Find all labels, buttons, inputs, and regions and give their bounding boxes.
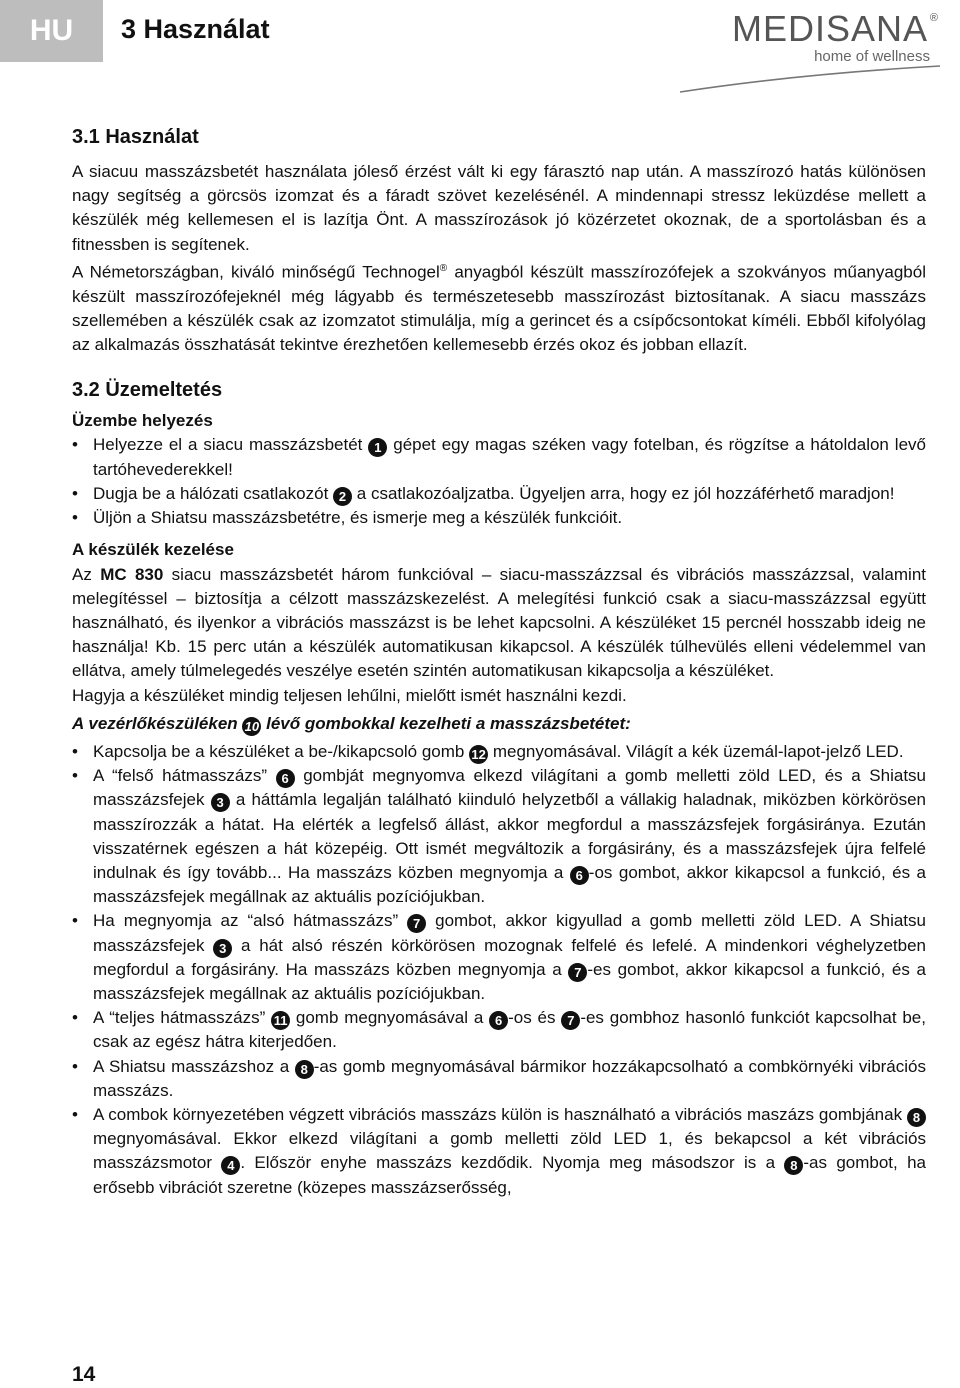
list-item (72, 909, 926, 1006)
list-item (72, 433, 926, 481)
controller-subheading (72, 712, 926, 736)
callout-number-icon: 4 (221, 1156, 240, 1175)
language-code: HU (29, 14, 74, 47)
callout-number-icon: 2 (333, 487, 352, 506)
callout-number-icon: 6 (489, 1011, 508, 1030)
technogel-paragraph (72, 257, 926, 357)
callout-number-icon: 7 (407, 914, 426, 933)
text-span: a csatlakozóaljzatba. Ügyeljen arra, hogy ez jól hozzáférhető maradjon! (352, 483, 895, 503)
text-span: -as gombot, ha erősebb vibrációt szeretne (közepes masszázserősség, (93, 1153, 926, 1197)
page-number: 14 (72, 1363, 96, 1386)
text-span: A Shiatsu masszázshoz a (93, 1056, 295, 1076)
callout-number-icon: 3 (213, 939, 232, 958)
chapter-title: 3 Használat (121, 14, 270, 44)
text-span: -es gombhoz hasonló funkciót kapcsolhat be, csak az egész hátra kiterjedően. (93, 1008, 926, 1052)
list-item: • Üljön a Shiatsu masszázsbetétre, és ismerje meg a készülék funkcióit. (72, 506, 926, 530)
operation-subheading: A készülék kezelése (72, 540, 234, 560)
list-item (72, 764, 926, 909)
callout-number-icon: 8 (907, 1108, 926, 1127)
brand-name: MEDISANA (731, 8, 928, 49)
registered-mark: ® (929, 12, 938, 24)
callout-number-icon: 6 (570, 866, 589, 885)
callout-number-icon: 6 (276, 769, 295, 788)
text-span: anyagból készült masszírozófejek a szokványos műanyagból készült masszírozófejeknél még lágyabb és természetesebb masszírozást biztosítanak. A siacu masszázs szellemében a készülék csak az izomzatot stimulálja, míg a gerincet és a csípőcsontokat kíméli. Ebből kifolyólag az alkalmazás összhatását tekintve érezhetően kellemesebb érzés okoz és jobban ellazít. (72, 262, 926, 355)
intro-paragraph: A siacuu masszázsbetét használata jóleső érzést vált ki egy fárasztó nap után. A masszírozó hatás különösen nagy segítség a görcsös izomzat és a fáradt szövet kezelésénél. A mindennapi stressz leküzdése mellett a készülék még kellemesen el is lazítja Önt. A masszírozások jó közérzetet okoznak, de a sportolásban és a fitnessben is segítenek. (72, 162, 926, 254)
operation-paragraph (72, 563, 926, 684)
text-span: megnyomásával. Ekkor elkezd világítani a gomb melletti zöld LED 1, és bekapcsol a két vibrációs masszázsmotor (93, 1129, 926, 1173)
text-span: A “teljes hátmasszázs” (93, 1008, 272, 1028)
text-span: siacu masszázsbetét három funkcióval – siacu-masszázzsal és vibrációs masszázzsal, valamint melegítéssel – biztosítja a célzott masszázskezelést. A melegítési funkció csak a siacu-masszázzsal együtt használható, és ilyenkor a vibrációs masszázst is be lehet kapcsolni. A készüléket 15 percnél hosszabb ideig ne használja! Kb. 15 perc után a készülék automatikusan kikapcsol. A készülék túlhevülés elleni védelemmel van ellátva, amely túlmelegedés veszélye esetén szintén automatikusan kikapcsolja a készüléket. (72, 564, 927, 681)
logo-swoosh-icon (678, 62, 948, 98)
brand-logo (678, 2, 948, 98)
text-span: Dugja be a hálózati csatlakozót (93, 483, 334, 503)
text-span: . Először enyhe masszázs kezdődik. Nyomja meg másodszor is a (240, 1153, 785, 1173)
text-span: -os és (508, 1008, 562, 1028)
text-span: A vezérlőkészüléken (72, 713, 243, 733)
callout-number-icon: 7 (568, 963, 587, 982)
callout-number-icon: 1 (368, 438, 387, 457)
text-span: -es gombot, akkor kikapcsol a funkció, és a masszázsfejek megállnak az aktuális pozíciójukban. (93, 959, 927, 1003)
text-span: gomb megnyomásával a (290, 1008, 490, 1028)
text-span: megnyomásával. Világít a kék üzemál-lapot-jelző LED. (488, 741, 904, 761)
section-3-2-heading: 3.2 Üzemeltetés (72, 379, 223, 402)
text-span: -os gombot, akkor kikapcsol a funkció, és a masszázsfejek megállnak az aktuális pozíciójukban. (93, 862, 926, 907)
list-item (72, 740, 926, 764)
list-item (72, 482, 926, 506)
text-span: A “felső hátmasszázs” (93, 766, 276, 786)
callout-number-icon: 3 (211, 793, 230, 812)
cooldown-paragraph: Hagyja a készüléket mindig teljesen lehűlni, mielőtt ismét használni kezdi. (72, 685, 627, 705)
text-span: a hát alsó részén körkörösen mozognak felfelé és lefelé. A mindenkori véghelyzetben megfordul a forgásirány. Ha masszázs közben megnyomja a (93, 935, 927, 979)
controller-list (72, 740, 926, 1200)
page-content (72, 124, 926, 1200)
setup-list (72, 433, 926, 530)
model-number: MC 830 (100, 564, 164, 584)
text-span: Az (72, 564, 101, 584)
text-span: gépet egy magas széken vagy fotelban, és rögzítse a hátoldalon levő tartóhevederekkel! (93, 435, 926, 479)
registered-mark: ® (439, 262, 448, 274)
list-item (72, 1103, 926, 1200)
callout-number-icon: 7 (561, 1011, 580, 1030)
text-span: lévő gombokkal kezelheti a masszázsbetétet: (261, 713, 631, 733)
text-span: Ha megnyomja az “alsó hátmasszázs” (93, 911, 408, 931)
callout-number-icon: 11 (271, 1011, 290, 1030)
section-3-1-heading: 3.1 Használat (72, 126, 199, 148)
language-badge (0, 0, 103, 62)
callout-number-icon: 10 (242, 717, 261, 736)
list-item (72, 1055, 926, 1103)
text-span: A combok környezetében végzett vibrációs masszázs külön is használható a vibrációs maszázs gombjának (93, 1104, 907, 1124)
setup-subheading: Üzembe helyezés (72, 411, 213, 431)
text-span: gombját megnyomva elkezd világítani a gomb melletti zöld LED, és a Shiatsu masszázsfejek (93, 766, 926, 810)
text-span: a háttámla legalján található kiinduló helyzetből a vállakig haladnak, miközben körkörösen masszírozzák a hátat. Ha elérték a legfelső állást, akkor megfordul a masszázsfejek forgásiránya. Ezután visszatérnek egészen a hát közepéig. Ott ismét megváltozik a forgásirány, és a masszázsfejek újra felfelé indulnak és így tovább... Ha masszázs közben megnyomja a (93, 790, 926, 882)
text-span: Helyezze el a siacu masszázsbetét (93, 435, 369, 455)
text-span: Kapcsolja be a készüléket a be-/kikapcsoló gomb (93, 741, 470, 761)
text-span: gombot, akkor kigyullad a gomb melletti zöld LED. A Shiatsu masszázsfejek (93, 911, 926, 955)
list-item (72, 1006, 926, 1054)
callout-number-icon: 8 (784, 1156, 803, 1175)
text-span: A Németországban, kiváló minőségű Technogel (72, 262, 440, 282)
brand-tagline: home of wellness (814, 48, 930, 65)
text-span: -as gomb megnyomásával bármikor hozzákapcsolható a combkörnyéki vibrációs masszázs. (93, 1056, 926, 1100)
callout-number-icon: 12 (469, 745, 488, 764)
callout-number-icon: 8 (295, 1060, 314, 1079)
